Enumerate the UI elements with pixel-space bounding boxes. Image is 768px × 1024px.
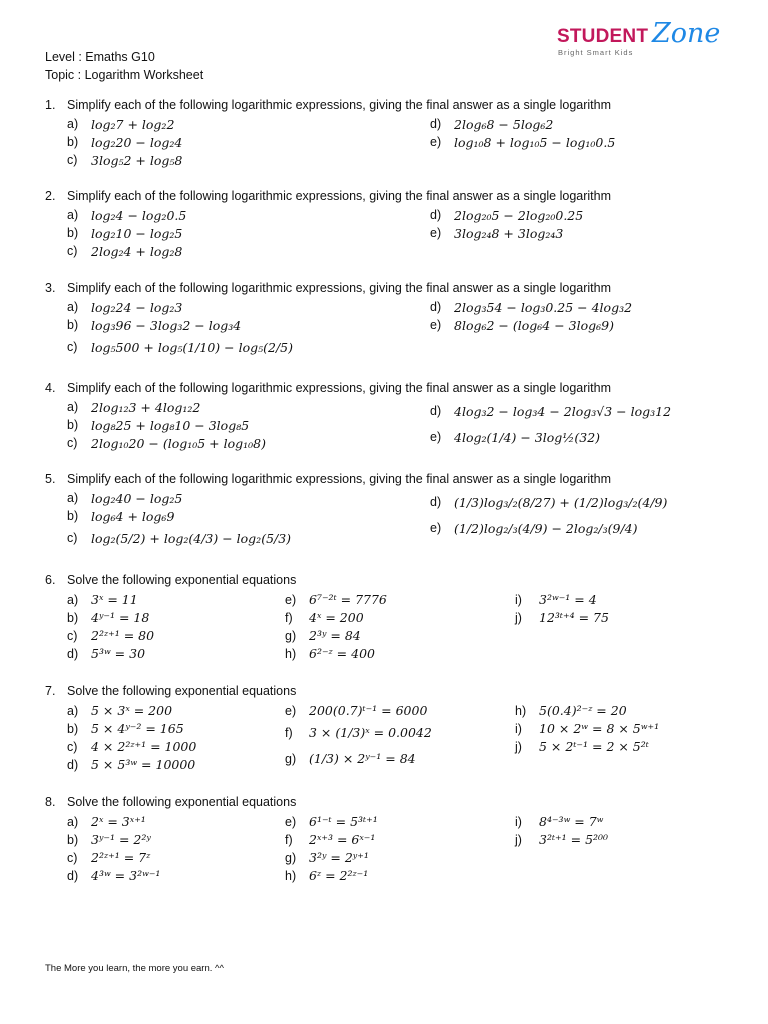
problem-item: [285, 627, 515, 645]
question-stem: [45, 573, 735, 591]
problem-item: [515, 738, 735, 756]
item-label: j): [515, 611, 522, 625]
item-label: a): [67, 815, 79, 829]
math-expression: 2ˣ = 3ˣ⁺¹: [91, 814, 146, 829]
question-6: [45, 573, 735, 663]
item-label: c): [67, 851, 78, 865]
question-2: [45, 189, 735, 261]
problem-item: [285, 867, 515, 885]
problem-item: [285, 746, 515, 772]
question-text: Solve the following exponential equations: [67, 684, 297, 698]
level-label: Level : Emaths G10: [45, 50, 155, 64]
item-label: d): [430, 495, 442, 510]
math-expression: 3ˣ = 11: [91, 592, 138, 607]
math-expression: 2log₁₀20 − (log₁₀5 + log₁₀8): [91, 436, 266, 452]
item-label: f): [285, 726, 293, 740]
item-label: b): [67, 135, 79, 150]
item-label: c): [67, 740, 78, 754]
item-label: b): [67, 722, 79, 736]
logo-word: STUDENT: [557, 26, 649, 47]
math-expression: 5 × 3ˣ = 200: [91, 703, 173, 718]
item-label: a): [67, 208, 79, 223]
math-expression: log₆4 + log₆9: [91, 509, 175, 525]
math-expression: 3²ᵗ⁺¹ = 5²⁰⁰: [539, 832, 609, 847]
item-label: d): [67, 758, 79, 772]
math-expression: 3²ʷ⁻¹ = 4: [539, 592, 597, 607]
problem-item: [430, 425, 735, 451]
problem-item: [285, 645, 515, 663]
problem-item: [515, 720, 735, 738]
problem-item: [45, 720, 285, 738]
problem-item: [45, 116, 430, 134]
item-label: g): [285, 851, 297, 865]
math-expression: log₅500 + log₅(1/10) − log₅(2/5): [91, 340, 294, 356]
problem-item: [45, 399, 430, 417]
problem-item: [430, 225, 735, 243]
item-label: c): [67, 531, 78, 546]
item-label: a): [67, 300, 79, 315]
math-expression: 200(0.7)ᵗ⁻¹ = 6000: [309, 703, 428, 718]
problem-item: [45, 645, 285, 663]
item-label: h): [285, 869, 297, 883]
item-label: h): [285, 647, 297, 661]
question-stem: [45, 98, 735, 116]
math-expression: 4ʸ⁻¹ = 18: [91, 610, 150, 625]
problem-item: [285, 849, 515, 867]
math-expression: 5³ʷ = 30: [91, 646, 146, 661]
question-number: 2.: [45, 189, 56, 203]
problem-item: [45, 627, 285, 645]
problem-item: [45, 867, 285, 885]
item-label: d): [67, 647, 79, 661]
math-expression: 6ᶻ = 2²ᶻ⁻¹: [309, 868, 369, 883]
item-label: j): [515, 740, 522, 754]
item-label: a): [67, 491, 79, 506]
question-text: Simplify each of the following logarithmic expressions, giving the final answer as a single logarithm: [67, 189, 612, 203]
math-expression: log₂10 − log₂5: [91, 226, 183, 242]
problem-item: [430, 116, 735, 134]
math-expression: 2²ᶻ⁺¹ = 7ᶻ: [91, 850, 151, 865]
problem-item: [45, 702, 285, 720]
problem-item: [430, 317, 735, 335]
problem-item: [45, 152, 430, 170]
item-label: c): [67, 436, 78, 451]
question-text: Simplify each of the following logarithmic expressions, giving the final answer as a single logarithm: [67, 98, 612, 112]
question-text: Simplify each of the following logarithmic expressions, giving the final answer as a single logarithm: [67, 381, 612, 395]
problem-item: [430, 134, 735, 152]
math-expression: 2³ʸ = 84: [309, 628, 361, 643]
item-label: e): [430, 318, 442, 333]
problem-item: [45, 225, 430, 243]
math-expression: 4log₂(1/4) − 3log½(32): [454, 430, 601, 446]
problem-item: [45, 591, 285, 609]
item-label: a): [67, 400, 79, 415]
footer-motto: The More you learn, the more you earn. ^^: [45, 963, 224, 974]
problem-item: [515, 831, 735, 849]
math-expression: 6⁷⁻²ᵗ = 7776: [309, 592, 387, 607]
math-expression: 5 × 4ʸ⁻² = 165: [91, 721, 184, 736]
problem-item: [45, 435, 430, 453]
item-label: e): [285, 704, 297, 718]
question-text: Simplify each of the following logarithmic expressions, giving the final answer as a single logarithm: [67, 281, 612, 295]
problem-item: [430, 490, 735, 516]
item-label: e): [430, 521, 442, 536]
item-label: h): [515, 704, 527, 718]
question-8: [45, 795, 735, 885]
item-label: g): [285, 752, 297, 766]
item-label: b): [67, 611, 79, 625]
math-expression: 2log₁₂3 + 4log₁₂2: [91, 400, 201, 416]
problem-item: [45, 335, 430, 361]
math-expression: 2log₂₀5 − 2log₂₀0.25: [454, 208, 584, 224]
math-expression: log₂24 − log₂3: [91, 300, 183, 316]
problem-item: [515, 591, 735, 609]
item-label: g): [285, 629, 297, 643]
topic-label: Topic : Logarithm Worksheet: [45, 68, 204, 82]
math-expression: 3ʸ⁻¹ = 2²ʸ: [91, 832, 151, 847]
question-number: 3.: [45, 281, 56, 295]
math-expression: 4log₃2 − log₃4 − 2log₃√3 − log₃12: [454, 404, 672, 420]
problem-item: [45, 813, 285, 831]
math-expression: log₃96 − 3log₃2 − log₃4: [91, 318, 242, 334]
math-expression: 5(0.4)²⁻ᶻ = 20: [539, 703, 627, 718]
question-stem: [45, 189, 735, 207]
question-number: 6.: [45, 573, 56, 587]
math-expression: 12³ᵗ⁺⁴ = 75: [539, 610, 609, 625]
item-label: a): [67, 117, 79, 132]
question-stem: [45, 281, 735, 299]
worksheet-meta: [45, 48, 203, 84]
math-expression: 4ˣ = 200: [309, 610, 364, 625]
student-zone-logo: [557, 18, 721, 64]
item-label: c): [67, 244, 78, 259]
item-label: d): [430, 300, 442, 315]
item-label: c): [67, 340, 78, 355]
item-label: e): [430, 226, 442, 241]
question-number: 1.: [45, 98, 56, 112]
question-stem: [45, 684, 735, 702]
math-expression: log₂4 − log₂0.5: [91, 208, 187, 224]
problem-item: [45, 243, 430, 261]
problem-item: [430, 207, 735, 225]
item-label: f): [285, 611, 293, 625]
question-stem: [45, 472, 735, 490]
problem-item: [285, 813, 515, 831]
math-expression: log₂(5/2) + log₂(4/3) − log₂(5/3): [91, 531, 292, 547]
problem-item: [430, 299, 735, 317]
question-stem: [45, 381, 735, 399]
item-label: d): [430, 117, 442, 132]
problem-item: [430, 516, 735, 542]
question-1: [45, 98, 735, 170]
question-number: 4.: [45, 381, 56, 395]
item-label: a): [67, 704, 79, 718]
math-expression: 3²ʸ = 2ʸ⁺¹: [309, 850, 369, 865]
problem-item: [45, 299, 430, 317]
math-expression: 2log₂4 + log₂8: [91, 244, 183, 260]
question-number: 8.: [45, 795, 56, 809]
problem-item: [45, 134, 430, 152]
math-expression: log₈25 + log₈10 − 3log₈5: [91, 418, 250, 434]
math-expression: 2²ᶻ⁺¹ = 80: [91, 628, 155, 643]
problem-item: [45, 317, 430, 335]
math-expression: log₂20 − log₂4: [91, 135, 183, 151]
problem-item: [515, 702, 735, 720]
problem-item: [45, 849, 285, 867]
item-label: i): [515, 593, 522, 607]
problem-item: [45, 490, 430, 508]
math-expression: (1/3) × 2ʸ⁻¹ = 84: [309, 751, 416, 766]
math-expression: 3 × (1/3)ˣ = 0.0042: [309, 725, 432, 740]
problem-item: [285, 609, 515, 627]
math-expression: 2log₆8 − 5log₆2: [454, 117, 554, 133]
question-4: [45, 381, 735, 453]
problem-item: [515, 609, 735, 627]
math-expression: 2ˣ⁺³ = 6ˣ⁻¹: [309, 832, 376, 847]
math-expression: 6¹⁻ᵗ = 5³ᵗ⁺¹: [309, 814, 378, 829]
item-label: b): [67, 418, 79, 433]
math-expression: 4³ʷ = 3²ʷ⁻¹: [91, 868, 161, 883]
math-expression: 8⁴⁻³ʷ = 7ʷ: [539, 814, 604, 829]
question-text: Solve the following exponential equations: [67, 795, 297, 809]
item-label: d): [430, 208, 442, 223]
math-expression: 8log₆2 − (log₆4 − 3log₆9): [454, 318, 614, 334]
question-number: 7.: [45, 684, 56, 698]
problem-item: [45, 207, 430, 225]
question-stem: [45, 795, 735, 813]
math-expression: 5 × 5³ʷ = 10000: [91, 757, 196, 772]
math-expression: log₁₀8 + log₁₀5 − log₁₀0.5: [454, 135, 616, 151]
math-expression: 4 × 2²ᶻ⁺¹ = 1000: [91, 739, 197, 754]
item-label: c): [67, 153, 78, 168]
problem-item: [45, 609, 285, 627]
problem-item: [285, 591, 515, 609]
item-label: d): [67, 869, 79, 883]
math-expression: (1/3)log₃/₂(8/27) + (1/2)log₃/₂(4/9): [454, 495, 668, 511]
item-label: e): [430, 135, 442, 150]
problem-item: [45, 508, 430, 526]
problem-item: [45, 738, 285, 756]
question-7: [45, 684, 735, 774]
problem-item: [45, 526, 430, 552]
item-label: e): [430, 430, 442, 445]
math-expression: 3log₅2 + log₅8: [91, 153, 183, 169]
math-expression: 6²⁻ᶻ = 400: [309, 646, 375, 661]
item-label: a): [67, 593, 79, 607]
question-text: Solve the following exponential equations: [67, 573, 297, 587]
math-expression: log₂7 + log₂2: [91, 117, 175, 133]
problem-item: [285, 702, 515, 720]
question-text: Simplify each of the following logarithmic expressions, giving the final answer as a single logarithm: [67, 472, 612, 486]
item-label: d): [430, 404, 442, 419]
item-label: i): [515, 722, 522, 736]
item-label: b): [67, 318, 79, 333]
item-label: e): [285, 593, 297, 607]
question-5: [45, 472, 735, 552]
logo-tagline: Bright Smart Kids: [558, 48, 634, 57]
item-label: j): [515, 833, 522, 847]
item-label: e): [285, 815, 297, 829]
item-label: b): [67, 833, 79, 847]
question-number: 5.: [45, 472, 56, 486]
problem-item: [45, 831, 285, 849]
logo-script: Zone: [652, 18, 721, 49]
problem-item: [45, 756, 285, 774]
item-label: i): [515, 815, 522, 829]
problem-item: [430, 399, 735, 425]
math-expression: 5 × 2ᵗ⁻¹ = 2 × 5²ᵗ: [539, 739, 649, 754]
question-3: [45, 281, 735, 361]
item-label: f): [285, 833, 293, 847]
math-expression: 3log₂₄8 + 3log₂₄3: [454, 226, 564, 242]
problem-item: [285, 720, 515, 746]
item-label: b): [67, 226, 79, 241]
math-expression: 10 × 2ʷ = 8 × 5ʷ⁺¹: [539, 721, 660, 736]
item-label: c): [67, 629, 78, 643]
item-label: b): [67, 509, 79, 524]
math-expression: log₂40 − log₂5: [91, 491, 183, 507]
math-expression: 2log₃54 − log₃0.25 − 4log₃2: [454, 300, 633, 316]
problem-item: [515, 813, 735, 831]
problem-item: [45, 417, 430, 435]
math-expression: (1/2)log₂/₃(4/9) − 2log₂/₃(9/4): [454, 521, 638, 537]
problem-item: [285, 831, 515, 849]
